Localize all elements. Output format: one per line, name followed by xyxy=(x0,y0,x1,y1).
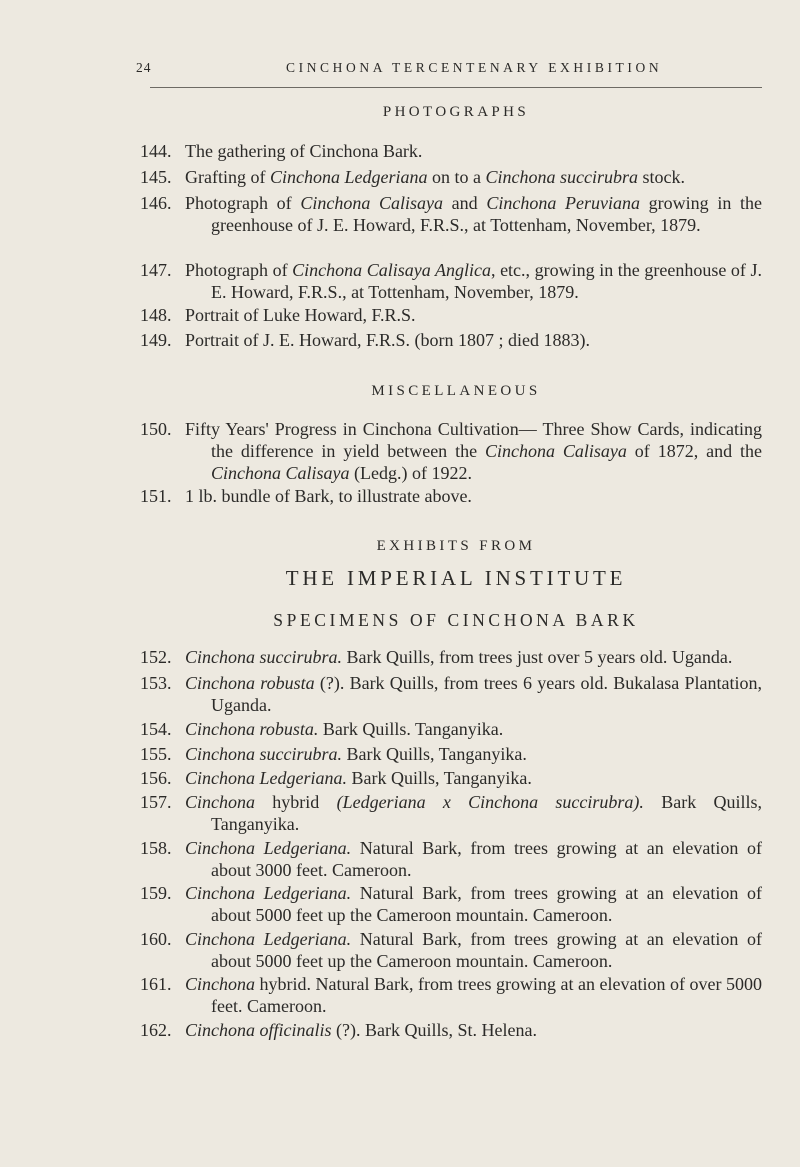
text-phrase: (Ledg.) of 1922. xyxy=(349,463,472,483)
catalogue-entry xyxy=(140,718,762,740)
section-heading-miscellaneous: MISCELLANEOUS xyxy=(371,383,541,399)
entry-text xyxy=(185,743,762,765)
text-phrase: hybrid xyxy=(255,792,337,812)
entry-text xyxy=(185,973,762,1017)
catalogue-entry xyxy=(140,767,762,789)
catalogue-entry xyxy=(140,304,762,326)
italic-phrase: Cinchona robusta. xyxy=(185,719,319,739)
italic-phrase: Cinchona Calisaya xyxy=(211,463,350,483)
text-phrase: Grafting of xyxy=(185,167,270,187)
catalogue-entry xyxy=(140,882,762,926)
text-phrase: Bark Quills, Tanganyika. xyxy=(211,792,762,834)
section-heading-exhibits-from: EXHIBITS FROM xyxy=(376,538,536,554)
italic-phrase: Cinchona succirubra xyxy=(485,167,638,187)
entry-text xyxy=(185,329,762,351)
catalogue-entry xyxy=(140,928,762,972)
catalogue-entry xyxy=(140,1019,762,1041)
catalogue-entry xyxy=(140,973,762,1017)
text-phrase: Fifty Years' Progress in Cinchona Cultivation— Three Show Cards, indicating the difference in yield between the xyxy=(185,419,762,461)
text-phrase: Photograph of xyxy=(185,193,301,213)
catalogue-entry xyxy=(140,672,762,716)
catalogue-entry xyxy=(140,329,762,351)
text-phrase: on to a xyxy=(427,167,486,187)
header-rule xyxy=(150,87,762,88)
italic-phrase: Cinchona succirubra. xyxy=(185,647,342,667)
catalogue-entry xyxy=(140,485,762,507)
entry-text xyxy=(185,192,762,236)
entry-text xyxy=(185,485,762,507)
section-heading-imperial-institute: THE IMPERIAL INSTITUTE xyxy=(285,566,627,590)
italic-phrase: Cinchona xyxy=(185,792,255,812)
entry-text xyxy=(185,304,762,326)
italic-phrase: Cinchona Calisaya xyxy=(485,441,627,461)
italic-phrase: Cinchona Ledgeriana xyxy=(269,167,428,187)
entry-number: 154. xyxy=(140,719,172,739)
italic-phrase: (Ledgeriana x Cinchona succirubra). xyxy=(336,792,644,812)
italic-phrase: Cinchona Calisaya Anglica xyxy=(292,260,491,280)
text-phrase: stock. xyxy=(637,167,685,187)
entry-number: 161. xyxy=(140,974,172,994)
catalogue-entry xyxy=(140,837,762,881)
catalogue-entry xyxy=(140,166,762,188)
entry-number: 160. xyxy=(140,929,172,949)
catalogue-entry xyxy=(140,418,762,484)
entry-number: 159. xyxy=(140,883,172,903)
text-phrase: Bark Quills, Tanganyika. xyxy=(342,744,527,764)
italic-phrase: Cinchona xyxy=(185,974,255,994)
entry-number: 149. xyxy=(140,330,172,350)
entry-text xyxy=(185,418,762,484)
italic-phrase: Cinchona succirubra. xyxy=(185,744,342,764)
text-phrase: , etc., growing in the greenhouse of J. E. Howard, F.R.S., at Tottenham, November, 1879. xyxy=(211,260,762,302)
running-title: CINCHONA TERCENTENARY EXHIBITION xyxy=(286,60,663,75)
italic-phrase: Cinchona Ledgeriana. xyxy=(185,929,352,949)
section-heading-photographs: PHOTOGRAPHS xyxy=(382,104,530,120)
entry-text xyxy=(185,166,762,188)
italic-phrase: Cinchona Calisaya xyxy=(300,193,443,213)
entry-number: 152. xyxy=(140,647,172,667)
section-heading-specimens: SPECIMENS OF CINCHONA BARK xyxy=(273,610,639,630)
catalogue-entry xyxy=(140,259,762,303)
entry-text xyxy=(185,672,762,716)
italic-phrase: Cinchona officinalis xyxy=(185,1020,332,1040)
entry-number: 153. xyxy=(140,673,172,693)
text-phrase: Portrait of Luke Howard, F.R.S. xyxy=(185,305,416,325)
entry-number: 156. xyxy=(140,768,172,788)
catalogue-entry xyxy=(140,791,762,835)
entry-number: 146. xyxy=(140,193,172,213)
entry-number: 155. xyxy=(140,744,172,764)
entry-text xyxy=(185,259,762,303)
text-phrase: Photograph of xyxy=(185,260,293,280)
text-phrase: (?). Bark Quills, from trees 6 years old. Bukalasa Plantation, Uganda. xyxy=(211,673,762,715)
text-phrase: and xyxy=(443,193,487,213)
text-phrase: Bark Quills, from trees just over 5 years old. Uganda. xyxy=(342,647,733,667)
entry-text xyxy=(185,791,762,835)
italic-phrase: Cinchona robusta xyxy=(185,673,315,693)
italic-phrase: Cinchona Ledgeriana. xyxy=(185,768,347,788)
catalogue-entry xyxy=(140,140,762,162)
text-phrase: growing in the greenhouse of J. E. Howard, F.R.S., at Tottenham, November, 1879. xyxy=(211,193,762,235)
entry-text xyxy=(185,882,762,926)
italic-phrase: Cinchona Ledgeriana. xyxy=(185,838,352,858)
entry-text xyxy=(185,928,762,972)
text-phrase: (?). Bark Quills, St. Helena. xyxy=(331,1020,537,1040)
text-phrase: Natural Bark, from trees growing at an elevation of about 5000 feet up the Cameroon mountain. Cameroon. xyxy=(211,929,762,971)
text-phrase: The gathering of Cinchona Bark. xyxy=(185,141,423,161)
entry-number: 145. xyxy=(140,167,172,187)
text-phrase: 1 lb. bundle of Bark, to illustrate above. xyxy=(185,486,472,506)
entry-text xyxy=(185,646,762,668)
text-phrase: Natural Bark, from trees growing at an elevation of about 5000 feet up the Cameroon mountain. Cameroon. xyxy=(211,883,762,925)
entry-text xyxy=(185,767,762,789)
italic-phrase: Cinchona Ledgeriana. xyxy=(185,883,352,903)
text-phrase: Natural Bark, from trees growing at an elevation of about 3000 feet. Cameroon. xyxy=(211,838,762,880)
entry-text xyxy=(185,718,762,740)
entry-number: 150. xyxy=(140,419,172,439)
entry-number: 158. xyxy=(140,838,172,858)
entry-text xyxy=(185,1019,762,1041)
italic-phrase: Cinchona Peruviana xyxy=(486,193,640,213)
catalogue-entry xyxy=(140,646,762,668)
text-phrase: hybrid. Natural Bark, from trees growing at an elevation of over 5000 feet. Cameroon. xyxy=(211,974,762,1016)
entry-number: 162. xyxy=(140,1020,172,1040)
text-phrase: Bark Quills, Tanganyika. xyxy=(347,768,532,788)
entry-text xyxy=(185,140,762,162)
entry-number: 157. xyxy=(140,792,172,812)
entry-number: 151. xyxy=(140,486,172,506)
entry-number: 144. xyxy=(140,141,172,161)
entry-number: 148. xyxy=(140,305,172,325)
page-number: 24 xyxy=(136,60,152,75)
entry-number: 147. xyxy=(140,260,172,280)
catalogue-entry xyxy=(140,743,762,765)
text-phrase: of 1872, and the xyxy=(626,441,762,461)
catalogue-entry xyxy=(140,192,762,236)
entry-text xyxy=(185,837,762,881)
text-phrase: Bark Quills. Tanganyika. xyxy=(318,719,504,739)
text-phrase: Portrait of J. E. Howard, F.R.S. (born 1807 ; died 1883). xyxy=(185,330,591,350)
